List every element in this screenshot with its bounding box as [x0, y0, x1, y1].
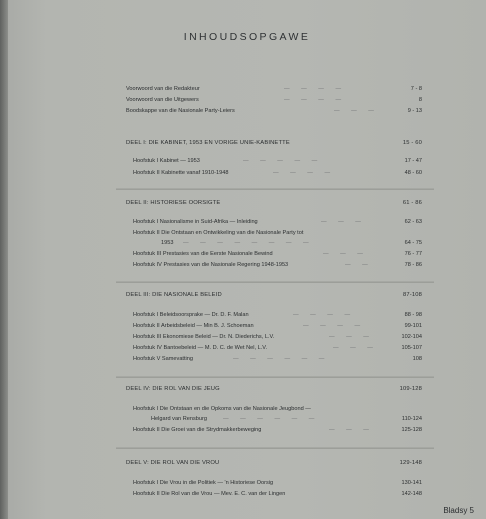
- toc-chapter: Hoofstuk I Nasionalisme in Suid-Afrika — Inleiding — — — 62 - 63: [133, 219, 422, 225]
- toc-chapter: Hoofstuk II Die Rol van die Vrou — Mev. E. C. van der Lingen 142-148: [133, 491, 422, 497]
- toc-part-heading: DEEL II: HISTORIESE OORSIGTE 61 - 86: [126, 200, 422, 206]
- toc-chapter: Hoofstuk III Prestasies van die Eerste Nasionale Bewind — — — 76 - 77: [133, 251, 422, 257]
- page-number: Bladsy 5: [443, 506, 474, 515]
- contents-page: [8, 0, 486, 519]
- page-title: INHOUDSOPGAWE: [183, 31, 311, 43]
- toc-chapter: Hoofstuk IV Bantoebeleid — M. D. C. de Wet Nel, L.V. — — — 105-107: [133, 345, 422, 351]
- toc-chapter: Hoofstuk II Kabinette vanaf 1910-1948 — — — — 48 - 60: [133, 170, 422, 176]
- toc-part-heading: DEEL IV: DIE ROL VAN DIE JEUG 109-128: [126, 386, 422, 392]
- toc-chapter: Hoofstuk I Die Ontstaan en die Opkoms van die Nasionale Jeugbond — Helgard van Rensburg — — — — — — 110-124: [133, 406, 422, 422]
- section-divider: [116, 447, 434, 449]
- toc-chapter: Hoofstuk I Die Vrou in die Politiek — 'n Historiese Oorsig 130-141: [133, 480, 422, 486]
- section-divider: [116, 376, 434, 378]
- toc-part-heading: DEEL V: DIE ROL VAN DIE VROU 129-148: [126, 460, 422, 466]
- toc-chapter: Hoofstuk II Die Ontstaan en Ontwikkeling van die Nasionale Party tot 1953 — — — — — — — — 64 - 75: [133, 230, 422, 246]
- book-spine-shadow: [0, 0, 8, 519]
- toc-part-heading: DEEL I: DIE KABINET, 1953 EN VORIGE UNIE-KABINETTE 15 - 60: [126, 140, 422, 146]
- toc-part-heading: DEEL III: DIE NASIONALE BELEID 87-108: [126, 292, 422, 298]
- toc-chapter: Hoofstuk V Samevatting — — — — — — 108: [133, 356, 422, 362]
- toc-entry: Voorwoord van die Redakteur — — — — 7 - 8: [126, 86, 422, 92]
- toc-chapter: Hoofstuk IV Prestasies van die Nasionale Regering 1948-1953 — — 78 - 86: [133, 262, 422, 268]
- toc-chapter: Hoofstuk I Beleidsoorsprake — Dr. D. F. Malan — — — — 88 - 98: [133, 312, 422, 318]
- toc-chapter: Hoofstuk II Die Groei van die Strydmakkerbeweging — — — 125-128: [133, 427, 422, 433]
- toc-chapter: Hoofstuk II Arbeidsbeleid — Min B. J. Schoeman — — — — 99-101: [133, 323, 422, 329]
- toc-chapter: Hoofstuk I Kabinet — 1953 — — — — — 17 - 47: [133, 158, 422, 164]
- section-divider: [116, 188, 434, 190]
- toc-entry: Voorwoord van die Uitgewers — — — — 8: [126, 97, 422, 103]
- section-divider: [116, 281, 434, 283]
- toc-chapter: Hoofstuk III Ekonomiese Beleid — Dr. N. Diederichs, L.V. — — — 102-104: [133, 334, 422, 340]
- toc-entry: Boodskappe van die Nasionale Party-Leiers — — — 9 - 13: [126, 108, 422, 114]
